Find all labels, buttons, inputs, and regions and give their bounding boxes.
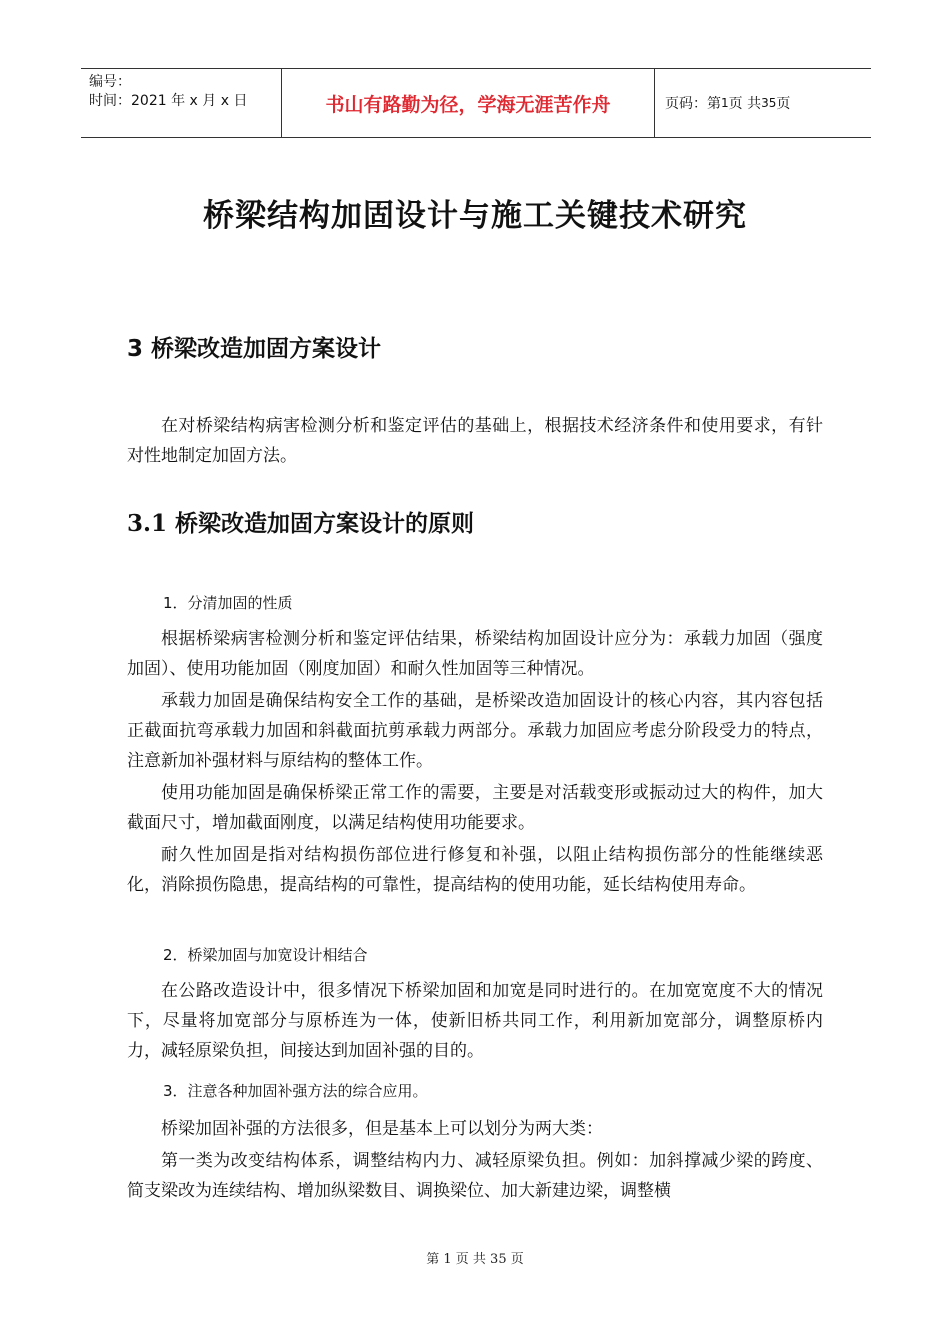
subsection-heading: 3.1 桥梁改造加固方案设计的原则: [127, 510, 475, 537]
document-number-label: 编号：: [89, 74, 131, 90]
page-current-number: 1: [721, 96, 729, 110]
item1-paragraph-3: 使用功能加固是确保桥梁正常工作的需要，主要是对活载变形或振动过大的构件，加大截面尺寸，增加截面刚度，以满足结构使用功能要求。: [127, 783, 823, 833]
page-label-suffix: 页: [776, 96, 791, 112]
item1-paragraph-2: 承载力加固是确保结构安全工作的基础，是桥梁改造加固设计的核心内容，其内容包括正截面抗弯承载力加固和斜截面抗剪承载力两部分。承载力加固应考虑分阶段受力的特点，注意新加补强材料与原结构的整体工作。: [127, 691, 823, 771]
page-label-prefix: 页码：第: [665, 96, 721, 112]
item2-heading: 2．桥梁加固与加宽设计相结合: [163, 946, 368, 964]
item1-heading: 1．分清加固的性质: [163, 594, 293, 612]
page-label-mid: 页 共: [728, 96, 762, 112]
document-date-label: 时间：2021 年 x 月 x 日: [89, 93, 248, 109]
item3-heading: 3．注意各种加固补强方法的综合应用。: [163, 1082, 428, 1100]
header-meta-cell: [81, 69, 282, 137]
page-total-number: 35: [761, 96, 777, 110]
item1-paragraph-1: 根据桥梁病害检测分析和鉴定评估结果，桥梁结构加固设计应分为：承载力加固（强度加固）、使用功能加固（刚度加固）和耐久性加固等三种情况。: [127, 629, 823, 679]
section-heading: 3 桥梁改造加固方案设计: [127, 336, 382, 362]
item1-paragraph-4: 耐久性加固是指对结构损伤部位进行修复和补强，以阻止结构损伤部分的性能继续恶化，消除损伤隐患，提高结构的可靠性，提高结构的使用功能，延长结构使用寿命。: [127, 845, 823, 895]
header-page-indicator: [655, 69, 871, 137]
header-motto: 书山有路勤为径，学海无涯苦作舟: [282, 69, 655, 137]
intro-paragraph: 在对桥梁结构病害检测分析和鉴定评估的基础上，根据技术经济条件和使用要求，有针对性地制定加固方法。: [127, 416, 823, 466]
item3-paragraph-1: 桥梁加固补强的方法很多，但是基本上可以划分为两大类：: [161, 1119, 603, 1139]
document-title: 桥梁结构加固设计与施工关键技术研究: [203, 198, 747, 234]
item3-paragraph-2: 第一类为改变结构体系，调整结构内力、减轻原梁负担。例如：加斜撑减少梁的跨度、简支梁改为连续结构、增加纵梁数目、调换梁位、加大新建边梁，调整横: [127, 1151, 823, 1201]
page-footer: 第 1 页 共 35 页: [426, 1252, 524, 1267]
item2-paragraph-1: 在公路改造设计中，很多情况下桥梁加固和加宽是同时进行的。在加宽宽度不大的情况下，尽量将加宽部分与原桥连为一体，使新旧桥共同工作，利用新加宽部分，调整原桥内力，减轻原梁负担，间接达到加固补强的目的。: [127, 981, 823, 1061]
header-table: [81, 68, 871, 138]
